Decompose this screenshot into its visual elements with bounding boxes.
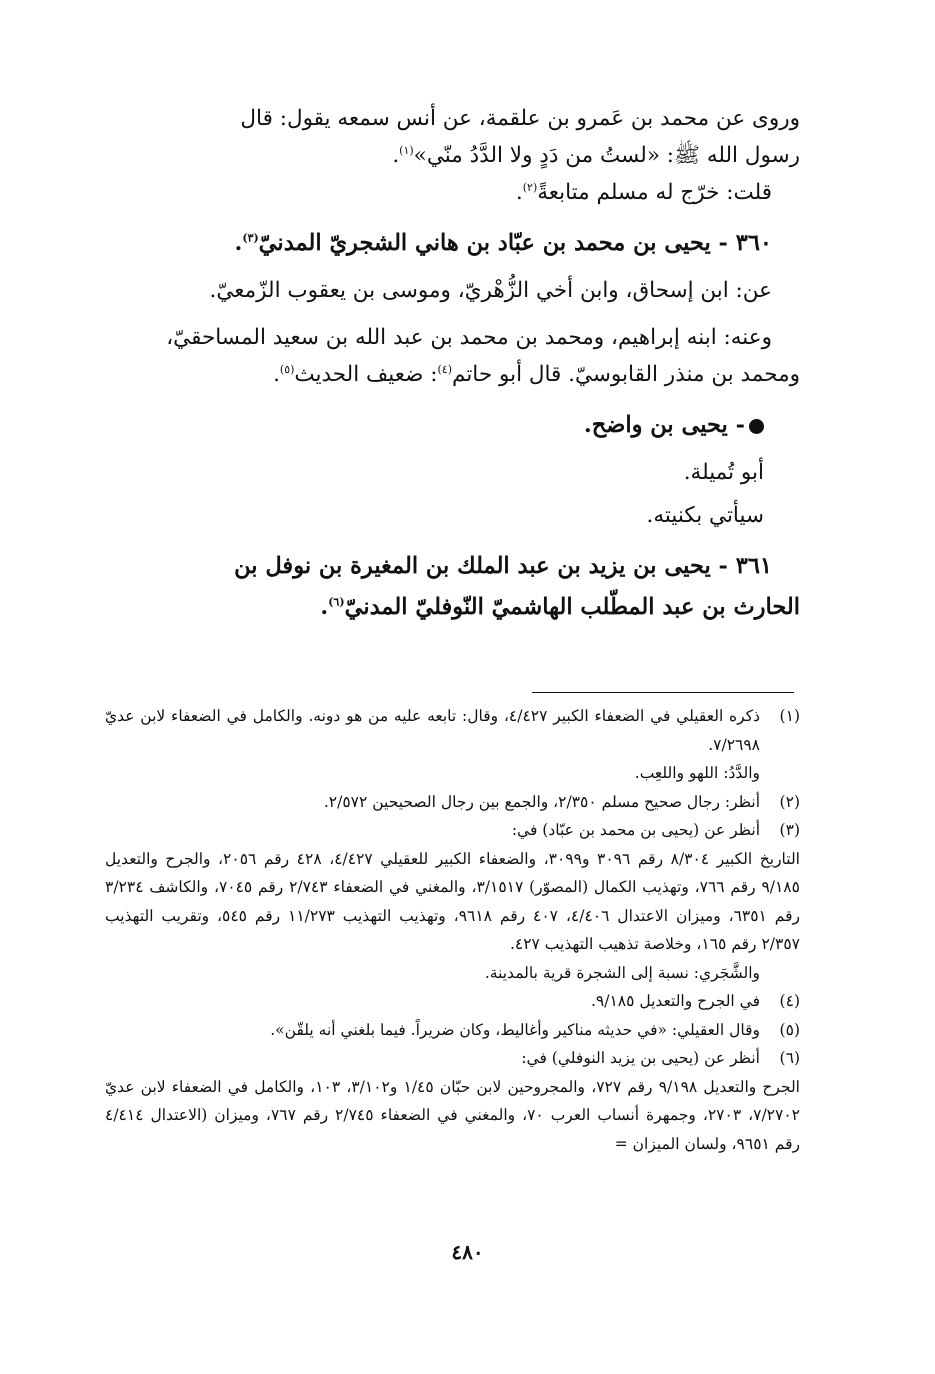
text-line: قلت: خرّج له مسلم متابعةً <box>537 180 772 205</box>
text-line: سيأتي بكنيته. <box>646 503 764 528</box>
footnote-3-body: التاريخ الكبير ٨/٣٠٤ رقم ٣٠٩٦ و٣٠٩٩، والضعفاء الكبير للعقيلي ٤/٤٢٧، ٤٢٨ رقم ٢٠٥٦، والجرح والتعديل ٩/١٨٥ رقم ٧٦٦، وتهذيب الكمال (المصوّر) ٣/١٥١٧، والمغني في الضعفاء ٢/٧٤٣ رقم ٧٠٤٥، والكاشف ٣/٢٣٤ رقم ٦٣٥١، وميزان الاعتدال ٤/٤٠٦، ٤٠٧ رقم ٩٦١٨، وتهذيب التهذيب ١١/٢٧٣ رقم ٥٤٥، وتقريب التهذيب ٢/٣٥٧ رقم ١٦٥، وخلاصة تذهيب التهذيب ٤٢٧. <box>105 849 800 953</box>
footnote-text: أنظر: رجال صحيح مسلم ٢/٣٥٠، والجمع بين رجال الصحيحين ٢/٥٧٢. <box>323 792 760 811</box>
footnote-ref[interactable]: (٦) <box>328 595 345 609</box>
entry-360-narrators-to <box>105 319 800 356</box>
entry-360-narrators-from <box>105 272 800 309</box>
footnote-number: (٢) <box>779 792 800 811</box>
entry-title-361-cont: الحارث بن عبد المطّلب الهاشميّ النّوفليّ المدنيّ$^{(٦)}$. <box>320 594 800 620</box>
page-number: ٤٨٠ <box>451 1240 484 1264</box>
entry-bullet-title <box>105 407 800 444</box>
footnote-number: (٥) <box>779 1020 800 1039</box>
footnote-5 <box>105 1016 800 1045</box>
entry-title-360: ٣٦٠ - يحيى بن محمد بن عبّاد بن هاني الشجريّ المدنيّ$^{(٣)}$. <box>234 230 772 256</box>
footnote-divider <box>532 692 794 693</box>
footnote-ref[interactable]: (٣) <box>242 231 259 245</box>
footnote-text: ذكره العقيلي في الضعفاء الكبير ٤/٤٢٧، وقال: تابعه عليه من هو دونه. والكامل في الضعفاء لابن عديّ ٧/٢٦٩٨. <box>105 707 760 754</box>
entry-bullet-kunya <box>105 454 800 491</box>
footnote-3-extra: والشَّجَري: نسبة إلى الشجرة قرية بالمدينة. <box>484 963 760 982</box>
entry-heading: - يحيى بن واضح. <box>583 412 745 438</box>
text-line: عن: ابن إسحاق، وابن أخي الزُّهْريّ، وموسى بن يعقوب الزّمعيّ. <box>209 278 772 303</box>
footnote-text: في الجرح والتعديل ٩/١٨٥. <box>590 992 760 1010</box>
footnote-6 <box>105 1044 800 1073</box>
footnote-ref[interactable]: (٥) <box>279 362 295 376</box>
text-line: وروى عن محمد بن عَمرو بن علقمة، عن أنس سمعه يقول: قال <box>240 106 800 131</box>
footnote-6-body: الجرح والتعديل ٩/١٩٨ رقم ٧٢٧، والمجروحين لابن حبّان ١/٤٥ و٣/١٠٢، ١٠٣، والكامل في الضعفاء لابن عديّ ٧/٢٧٠٢، ٢٧٠٣، وجمهرة أنساب العرب ٧٠، والمغني في الضعفاء ٢/٧٤٥ رقم ٧٦٧، وميزان (الاعتدال ٤/٤١٤ رقم ٩٦٥١، ولسان الميزان = <box>105 1077 800 1153</box>
entry-heading: ٣٦١ - يحيى بن يزيد بن عبد الملك بن المغيرة بن نوفل بن <box>234 553 772 579</box>
text-line: وعنه: ابنه إبراهيم، ومحمد بن محمد بن عبد الله بن سعيد المساحقيّ، <box>166 325 772 350</box>
footnote-1 <box>105 702 800 759</box>
footnote-text: وقال العقيلي: «في حديثه مناكير وأغاليط، وكان ضريراً. فيما بلغني أنه يلقّن». <box>270 1020 760 1039</box>
footnote-3 <box>105 816 800 845</box>
entry-title-361 <box>105 548 800 585</box>
entry-bullet-note <box>105 497 800 534</box>
bullet-icon <box>749 419 764 434</box>
paragraph-qultu: قلت: خرّج له مسلم متابعةً$^{(٢)}$. <box>515 180 772 205</box>
text-line: أبو تُميلة. <box>683 460 764 485</box>
entry-heading: ٣٦٠ - يحيى بن محمد بن عبّاد بن هاني الشجريّ المدنيّ <box>258 230 772 256</box>
text-line: ومحمد بن منذر القابوسيّ. قال أبو حاتم <box>452 362 800 387</box>
footnote-text: أنظر عن (يحيى بن محمد بن عبّاد) في: <box>511 821 760 839</box>
footnote-2 <box>105 788 800 817</box>
footnotes <box>105 702 800 1158</box>
footnote-number: (٦) <box>779 1049 800 1067</box>
footnote-4 <box>105 987 800 1016</box>
footnote-text: أنظر عن (يحيى بن يزيد النوفلي) في: <box>521 1049 760 1067</box>
paragraph-rawa-cont: رسول الله ﷺ: «لستُ من دَدٍ ولا الدَّدُ منّي»$^{(١)}$. <box>392 143 800 168</box>
entry-360-narrators-to-cont: ومحمد بن منذر القابوسيّ. قال أبو حاتم$^{(٤)}$: ضعيف الحديث$^{(٥)}$. <box>273 362 800 387</box>
footnote-ref[interactable]: (١) <box>399 143 414 157</box>
entry-heading: الحارث بن عبد المطّلب الهاشميّ النّوفليّ المدنيّ <box>344 594 800 620</box>
main-text <box>105 100 800 636</box>
footnote-1-extra: والدَّدُ: اللهو واللعِب. <box>634 764 760 782</box>
footnote-number: (٣) <box>779 821 800 839</box>
footnote-ref[interactable]: (٢) <box>522 180 538 194</box>
text-line: : ضعيف الحديث <box>294 362 438 387</box>
footnote-number: (١) <box>779 707 800 725</box>
footnote-ref[interactable]: (٤) <box>437 362 453 376</box>
paragraph-rawa <box>105 100 800 137</box>
footnote-number: (٤) <box>779 992 800 1010</box>
text-line: رسول الله ﷺ: «لستُ من دَدٍ ولا الدَّدُ منّي» <box>413 143 800 168</box>
